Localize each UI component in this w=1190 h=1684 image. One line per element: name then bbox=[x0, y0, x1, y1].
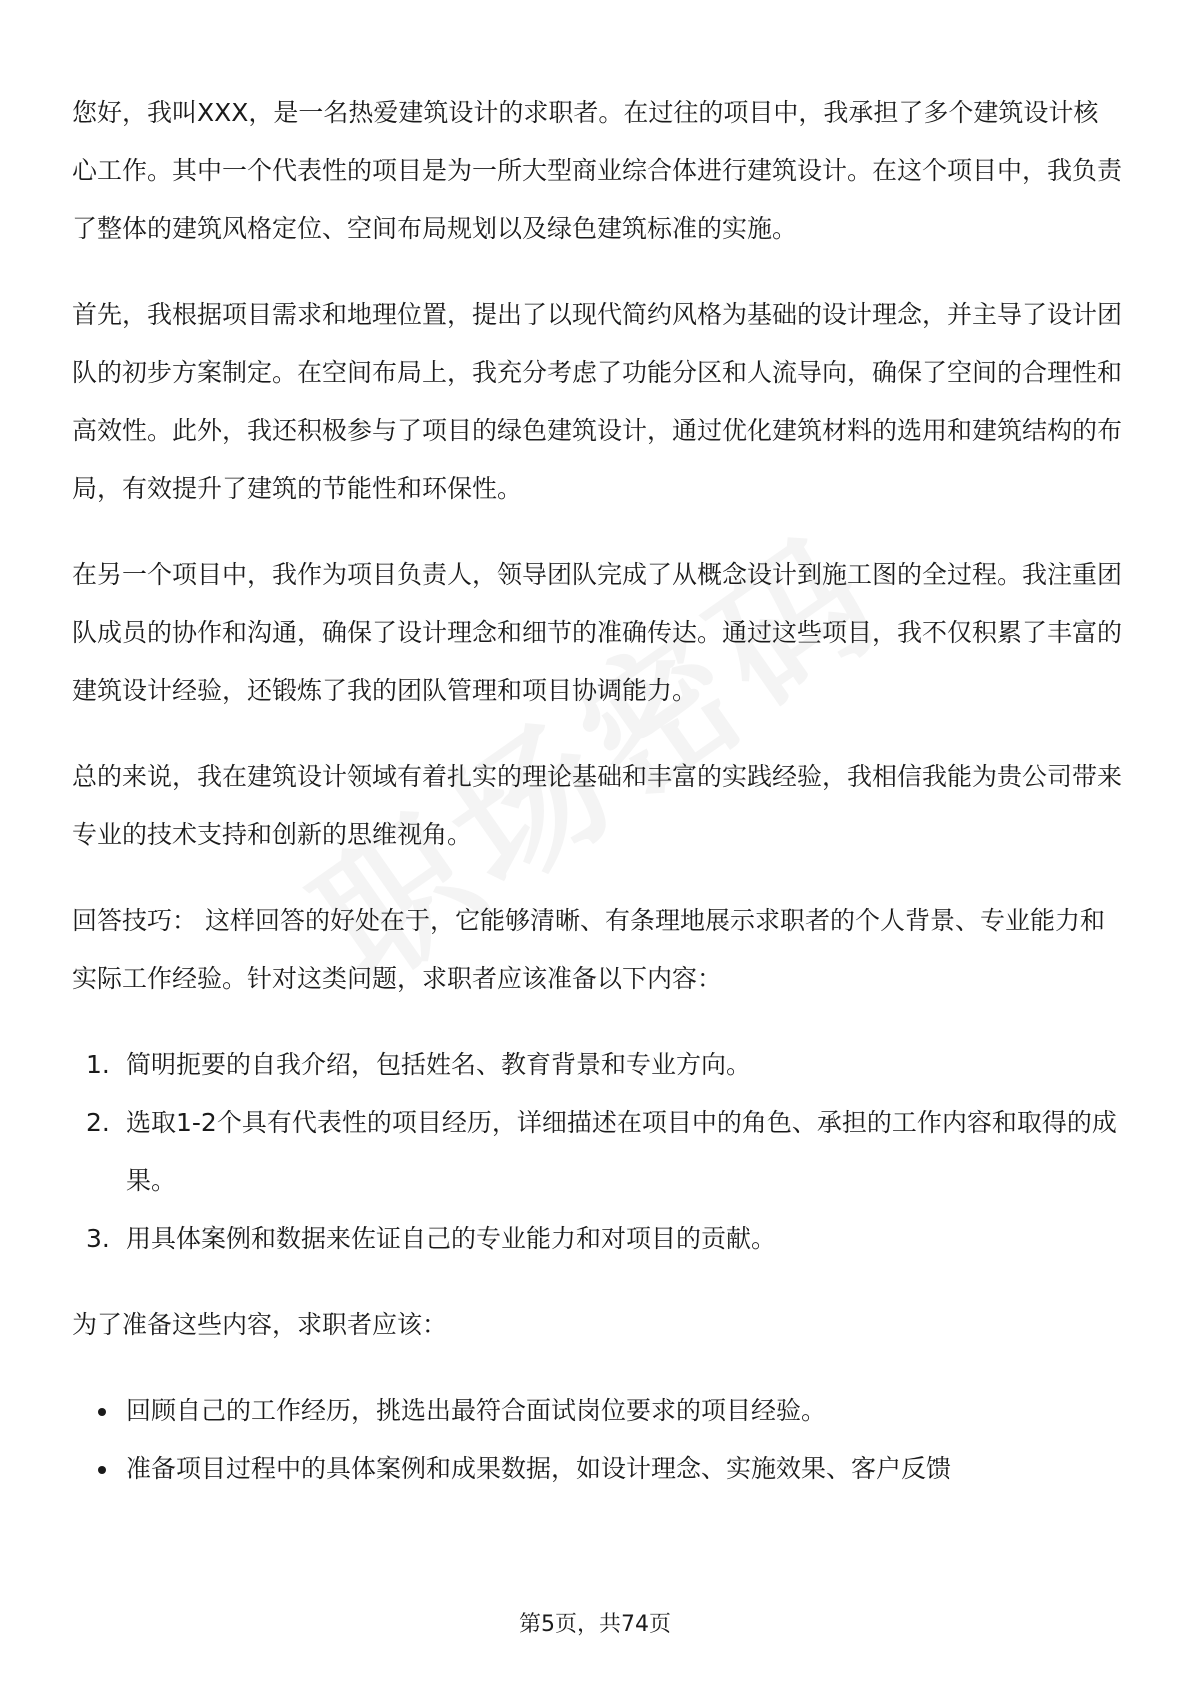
bullet-list bbox=[72, 1382, 1122, 1498]
numbered-list bbox=[72, 1036, 1122, 1268]
paragraph-second-project: 在另一个项目中，我作为项目负责人，领导团队完成了从概念设计到施工图的全过程。我注重团队成员的协作和沟通，确保了设计理念和细节的准确传达。通过这些项目，我不仅积累了丰富的建筑设计经验，还锻炼了我的团队管理和项目协调能力。 bbox=[72, 560, 1123, 705]
bullet-icon bbox=[98, 1466, 106, 1474]
page-number-footer: 第5页，共74页 bbox=[519, 1612, 671, 1637]
list-item-text: 简明扼要的自我介绍，包括姓名、教育背景和专业方向。 bbox=[126, 1050, 752, 1079]
paragraph-first-project: 首先，我根据项目需求和地理位置，提出了以现代简约风格为基础的设计理念，并主导了设计团队的初步方案制定。在空间布局上，我充分考虑了功能分区和人流导向，确保了空间的合理性和高效性。此外，我还积极参与了项目的绿色建筑设计，通过优化建筑材料的选用和建筑结构的布局，有效提升了建筑的节能性和环保性。 bbox=[72, 300, 1123, 503]
document-body bbox=[72, 84, 1122, 1498]
paragraph-answer-tips: 回答技巧： 这样回答的好处在于，它能够清晰、有条理地展示求职者的个人背景、专业能力和实际工作经验。针对这类问题，求职者应该准备以下内容： bbox=[72, 906, 1105, 993]
paragraph-intro: 您好，我叫XXX，是一名热爱建筑设计的求职者。在过往的项目中，我承担了多个建筑设计核心工作。其中一个代表性的项目是为一所大型商业综合体进行建筑设计。在这个项目中，我负责了整体的建筑风格定位、空间布局规划以及绿色建筑标准的实施。 bbox=[72, 98, 1123, 243]
list-item bbox=[72, 1382, 1122, 1440]
list-item bbox=[72, 1440, 1122, 1498]
list-item bbox=[72, 1094, 1122, 1210]
list-item bbox=[72, 1210, 1122, 1268]
list-item bbox=[72, 1036, 1122, 1094]
list-item-text: 准备项目过程中的具体案例和成果数据，如设计理念、实施效果、客户反馈 bbox=[126, 1454, 952, 1483]
list-number: 3. bbox=[86, 1224, 110, 1253]
paragraph-summary: 总的来说，我在建筑设计领域有着扎实的理论基础和丰富的实践经验，我相信我能为贵公司带来专业的技术支持和创新的思维视角。 bbox=[72, 762, 1123, 849]
list-item-text: 回顾自己的工作经历，挑选出最符合面试岗位要求的项目经验。 bbox=[126, 1396, 827, 1425]
list-number: 2. bbox=[86, 1108, 110, 1137]
list-number: 1. bbox=[86, 1050, 110, 1079]
list-item-text: 用具体案例和数据来佐证自己的专业能力和对项目的贡献。 bbox=[126, 1224, 777, 1253]
list-item-text: 选取1-2个具有代表性的项目经历，详细描述在项目中的角色、承担的工作内容和取得的成果。 bbox=[126, 1108, 1117, 1195]
bullet-icon bbox=[98, 1408, 106, 1416]
paragraph-preparation: 为了准备这些内容，求职者应该： bbox=[72, 1310, 448, 1339]
